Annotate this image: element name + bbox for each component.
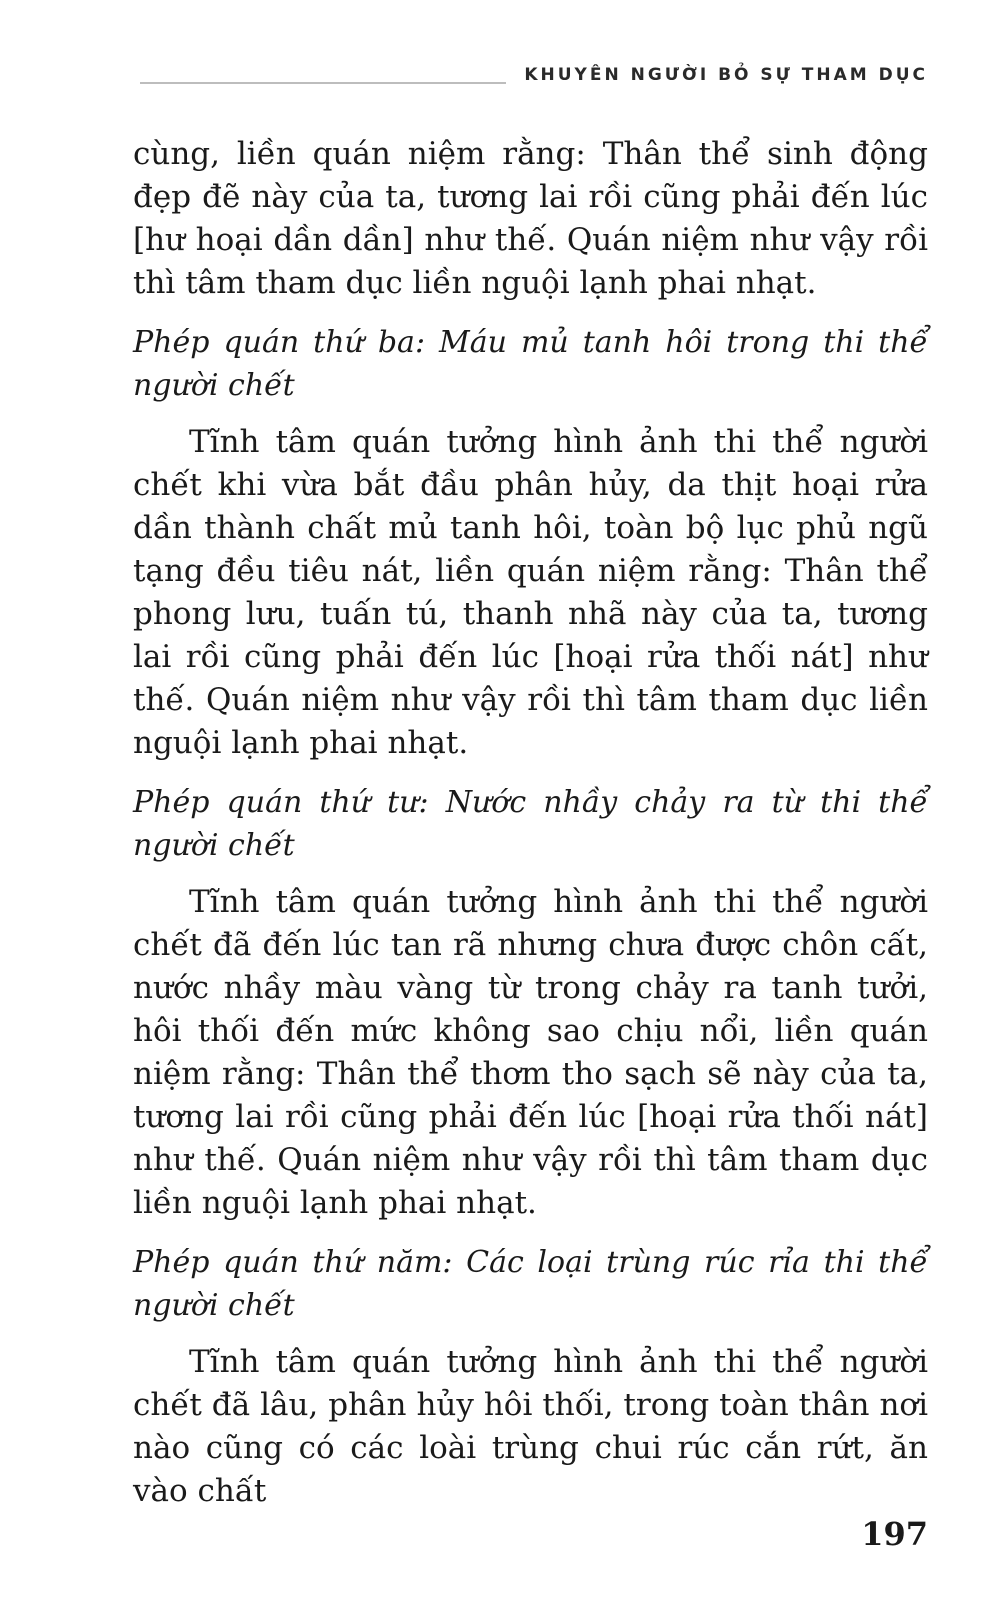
header-rule [140, 82, 506, 84]
section-heading-fourth: Phép quán thứ tư: Nước nhầy chảy ra từ thi thể người chết [133, 785, 928, 863]
page-number: 197 [861, 1515, 928, 1553]
section-heading-third: Phép quán thứ ba: Máu mủ tanh hôi trong thi thể người chết [133, 325, 928, 403]
paragraph-fourth: Tĩnh tâm quán tưởng hình ảnh thi thể người chết đã đến lúc tan rã nhưng chưa được chôn cất, nước nhầy màu vàng từ trong chảy ra tanh tưởi, hôi thối đến mức không sao chịu nổi, liền quán niệm rằng: Thân thể thơm tho sạch sẽ này của ta, tương lai rồi cũng phải đến lúc [hoại rửa thối nát] như thế. Quán niệm như vậy rồi thì tâm tham dục liền nguội lạnh phai nhạt. [133, 884, 928, 1221]
page-body [133, 133, 928, 1529]
paragraph-third: Tĩnh tâm quán tưởng hình ảnh thi thể người chết khi vừa bắt đầu phân hủy, da thịt hoại rửa dần thành chất mủ tanh hôi, toàn bộ lục phủ ngũ tạng đều tiêu nát, liền quán niệm rằng: Thân thể phong lưu, tuấn tú, thanh nhã này của ta, tương lai rồi cũng phải đến lúc [hoại rửa thối nát] như thế. Quán niệm như vậy rồi thì tâm tham dục liền nguội lạnh phai nhạt. [133, 424, 928, 761]
running-header [140, 60, 928, 90]
paragraph-continuation: cùng, liền quán niệm rằng: Thân thể sinh động đẹp đẽ này của ta, tương lai rồi cũng phải đến lúc [hư hoại dần dần] như thế. Quán niệm như vậy rồi thì tâm tham dục liền nguội lạnh phai nhạt. [133, 136, 928, 301]
running-header-title: KHUYÊN NGƯỜI BỎ SỰ THAM DỤC [524, 65, 928, 85]
section-heading-fifth: Phép quán thứ năm: Các loại trùng rúc rỉa thi thể người chết [133, 1245, 928, 1323]
paragraph-fifth: Tĩnh tâm quán tưởng hình ảnh thi thể người chết đã lâu, phân hủy hôi thối, trong toàn thân nơi nào cũng có các loài trùng chui rúc cắn rứt, ăn vào chất [133, 1344, 928, 1509]
